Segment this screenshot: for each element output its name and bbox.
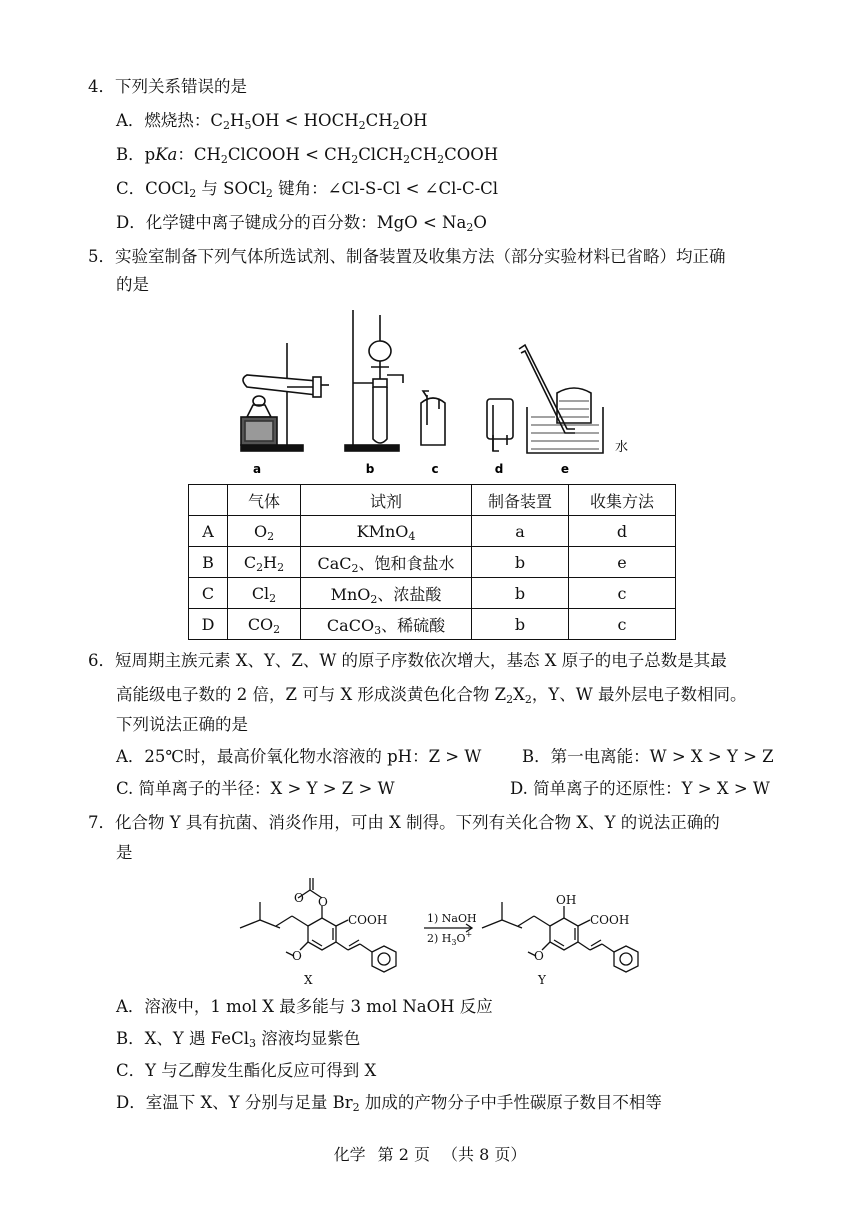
table-cell: d bbox=[569, 516, 676, 547]
water-label: 水 bbox=[615, 440, 629, 455]
q5-stem: 5．实验室制备下列气体所选试剂、制备装置及收集方法（部分实验材料已省略）均正确 bbox=[88, 247, 726, 266]
label-b: b bbox=[365, 462, 375, 476]
table-cell: $O_2$ bbox=[228, 516, 301, 547]
label-x: X bbox=[304, 973, 313, 987]
q4-option-c: C．COCl$_2$ 与 SOCl$_2$ 键角：∠Cl-S-Cl < ∠Cl-C-Cl bbox=[116, 179, 499, 200]
table-cell: $Cl_2$ bbox=[228, 578, 301, 609]
table-cell: A bbox=[189, 516, 228, 547]
label-e: e bbox=[560, 462, 570, 476]
q5-stem-cont: 的是 bbox=[116, 275, 149, 294]
table-cell: KMnO$_4$ bbox=[301, 516, 472, 547]
q6-option-b: B．第一电离能：W > X > Y > Z bbox=[522, 747, 774, 766]
table-cell: CaC$_2$、饱和食盐水 bbox=[301, 547, 472, 578]
table-cell: MnO$_2$、浓盐酸 bbox=[301, 578, 472, 609]
step-1: 1) NaOH bbox=[427, 912, 477, 925]
y-oh: OH bbox=[556, 893, 577, 907]
table-header: 收集方法 bbox=[569, 485, 676, 516]
table-header-row bbox=[189, 485, 676, 516]
table-row bbox=[189, 609, 676, 640]
table-header: 气体 bbox=[228, 485, 301, 516]
q6-option-c: C. 简单离子的半径：X > Y > Z > W bbox=[116, 779, 395, 798]
q7-option-a: A．溶液中，1 mol X 最多能与 3 mol NaOH 反应 bbox=[116, 997, 493, 1016]
apparatus-d bbox=[487, 399, 513, 451]
x-cooh: COOH bbox=[348, 913, 388, 927]
reaction-scheme bbox=[232, 868, 652, 990]
table-cell: C bbox=[189, 578, 228, 609]
table-cell: c bbox=[569, 578, 676, 609]
q7-stem: 7．化合物 Y 具有抗菌、消炎作用，可由 X 制得。下列有关化合物 X、Y 的说法正确的 bbox=[88, 813, 720, 832]
q6-stem: 6．短周期主族元素 X、Y、Z、W 的原子序数依次增大，基态 X 原子的电子总数是其最 bbox=[88, 651, 727, 670]
apparatus-b bbox=[345, 310, 403, 451]
table-cell: CaCO$_3$、稀硫酸 bbox=[301, 609, 472, 640]
apparatus-c bbox=[421, 391, 445, 445]
table-cell: b bbox=[472, 578, 569, 609]
q4-stem: 4．下列关系错误的是 bbox=[88, 77, 247, 96]
label-a: a bbox=[252, 462, 262, 476]
label-c: c bbox=[431, 462, 439, 476]
q5-table bbox=[188, 484, 676, 640]
footer-total: （共 8 页） bbox=[442, 1145, 527, 1164]
x-methoxy-o: O bbox=[292, 949, 302, 963]
q6-option-a: A．25℃时，最高价氧化物水溶液的 pH：Z > W bbox=[116, 747, 482, 766]
q7-stem-cont: 是 bbox=[116, 843, 133, 862]
q7-option-d: D．室温下 X、Y 分别与足量 $Br_2$ 加成的产物分子中手性碳原子数目不相等 bbox=[116, 1093, 662, 1114]
step-2: 2) $H_3O^+$ bbox=[427, 930, 473, 947]
q4-option-b: B．pKa：$CH_2ClCOOH$ < $CH_2ClCH_2CH_2COOH$ bbox=[116, 145, 499, 166]
label-y: Y bbox=[538, 973, 546, 987]
y-cooh: COOH bbox=[590, 913, 630, 927]
footer-subject: 化学 bbox=[333, 1145, 366, 1164]
q7-option-b: B．X、Y 遇 FeCl$_3$ 溶液均显紫色 bbox=[116, 1029, 361, 1050]
q7-option-c: C．Y 与乙醇发生酯化反应可得到 X bbox=[116, 1061, 377, 1080]
table-cell: B bbox=[189, 547, 228, 578]
q6-stem-cont: 高能级电子数的 2 倍，Z 可与 X 形成淡黄色化合物 $Z_2X_2$，Y、W 最外层电子数相同。 bbox=[116, 685, 747, 706]
page-footer bbox=[0, 1142, 860, 1165]
table-cell: D bbox=[189, 609, 228, 640]
footer-page: 第 2 页 bbox=[377, 1145, 430, 1164]
table-cell: b bbox=[472, 609, 569, 640]
table-row bbox=[189, 578, 676, 609]
q4-option-d: D．化学键中离子键成分的百分数：MgO < $Na_2O$ bbox=[116, 213, 487, 234]
apparatus-e bbox=[519, 345, 603, 453]
table-header: 试剂 bbox=[301, 485, 472, 516]
y-methoxy-o: O bbox=[534, 949, 544, 963]
x-ester-o: O bbox=[318, 895, 328, 909]
table-cell: c bbox=[569, 609, 676, 640]
apparatus-figure bbox=[225, 305, 645, 480]
label-d: d bbox=[494, 462, 504, 476]
q6-stem-cont2: 下列说法正确的是 bbox=[116, 715, 248, 734]
apparatus-a bbox=[241, 343, 329, 451]
table-row bbox=[189, 516, 676, 547]
table-header bbox=[189, 485, 228, 516]
table-cell: a bbox=[472, 516, 569, 547]
x-carbonyl-o: O bbox=[294, 891, 304, 905]
q6-option-d: D. 简单离子的还原性：Y > X > W bbox=[510, 779, 770, 798]
table-row bbox=[189, 547, 676, 578]
table-cell: $C_2H_2$ bbox=[228, 547, 301, 578]
table-cell: b bbox=[472, 547, 569, 578]
table-cell: $CO_2$ bbox=[228, 609, 301, 640]
table-header: 制备装置 bbox=[472, 485, 569, 516]
table-cell: e bbox=[569, 547, 676, 578]
q4-option-a: A．燃烧热：$C_2H_5OH$ < $HOCH_2CH_2OH$ bbox=[116, 111, 428, 132]
